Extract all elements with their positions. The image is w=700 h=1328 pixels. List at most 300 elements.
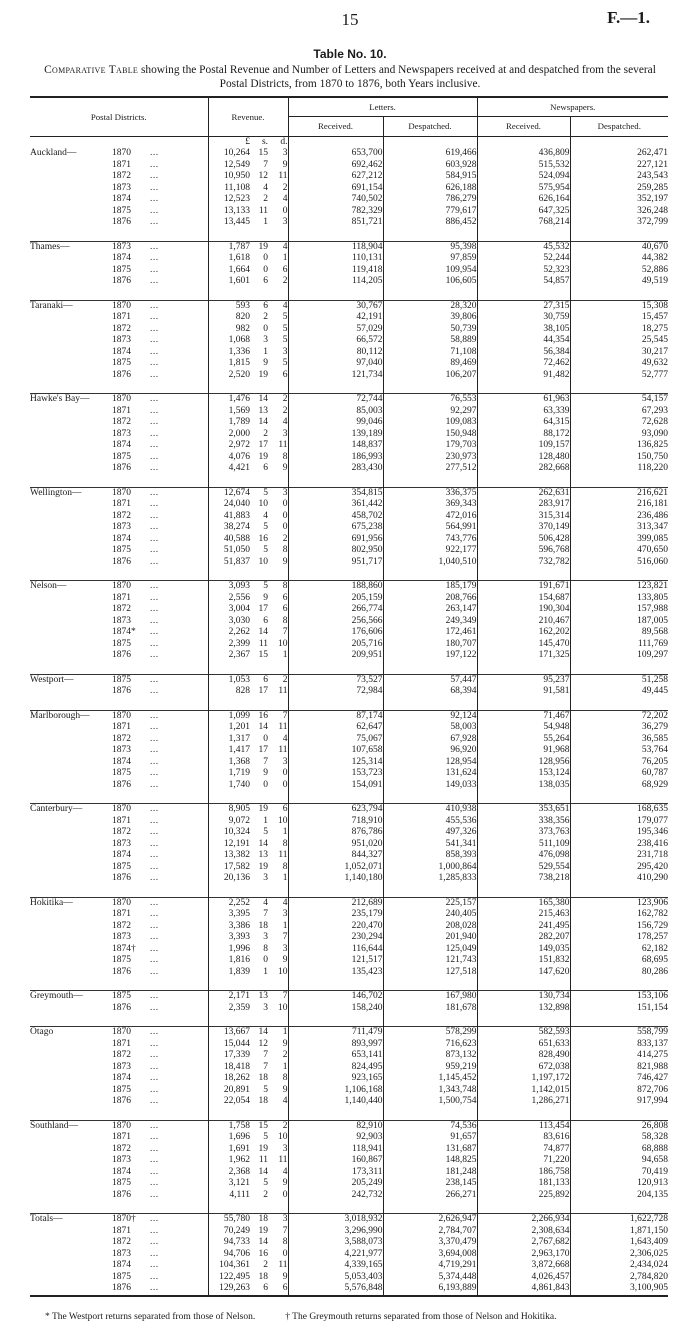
revenue-shillings: 5 <box>263 545 269 555</box>
row-leader-dots: ... <box>150 1002 159 1013</box>
newspapers-despatched-cell: 295,420 <box>570 862 668 874</box>
letters-received-cell: 57,029 <box>288 324 383 336</box>
letters-received-cell: 3,588,073 <box>288 1237 383 1249</box>
table-row <box>30 300 668 312</box>
letters-despatched-cell: 57,447 <box>383 674 477 686</box>
table-row <box>30 440 668 452</box>
district-name: Auckland— <box>30 148 77 158</box>
newspapers-received-cell: 91,581 <box>477 686 570 698</box>
row-leader-dots: ... <box>150 1155 159 1165</box>
revenue-shillings: 1 <box>263 966 269 977</box>
revenue-pounds: 1,815 <box>208 358 250 370</box>
year-cell: 1876 <box>112 369 131 380</box>
letters-received-cell: 107,658 <box>288 745 383 757</box>
revenue-pounds: 2,972 <box>208 440 250 452</box>
year-cell: 1875 <box>112 861 131 872</box>
revenue-pounds: 1,816 <box>208 955 250 967</box>
revenue-pounds: 129,263 <box>208 1283 250 1296</box>
table-row <box>30 217 668 229</box>
row-leader-dots: ... <box>150 804 208 816</box>
letters-despatched-cell: 131,687 <box>383 1144 477 1156</box>
revenue-pounds: 1,962 <box>208 1155 250 1167</box>
table-row <box>30 955 668 967</box>
year-cell: 1873 <box>112 615 131 626</box>
revenue-pence: 11 <box>278 171 288 181</box>
revenue-pence: 4 <box>282 1166 288 1177</box>
revenue-pence: 0 <box>282 510 288 521</box>
table-row <box>30 627 668 639</box>
newspapers-despatched-cell: 157,988 <box>570 604 668 616</box>
revenue-pounds: 38,274 <box>208 522 250 534</box>
letters-received-cell: 139,189 <box>288 429 383 441</box>
revenue-pounds: 70,249 <box>208 1226 250 1238</box>
unit-shilling: s. <box>261 136 269 147</box>
year-cell: 1871 <box>112 909 131 919</box>
letters-despatched-cell: 626,188 <box>383 183 477 195</box>
letters-despatched-cell: 150,948 <box>383 429 477 441</box>
row-leader-dots: ... <box>150 1143 159 1154</box>
letters-despatched-cell: 208,028 <box>383 921 477 933</box>
year-cell: 1870 <box>112 1120 150 1132</box>
newspapers-despatched-cell: 178,257 <box>570 932 668 944</box>
revenue-shillings: 4 <box>263 182 269 193</box>
newspapers-received-cell: 672,038 <box>477 1062 570 1074</box>
table-row <box>30 686 668 698</box>
year-cell: 1876 <box>112 966 131 977</box>
table-row <box>30 265 668 277</box>
newspapers-received-cell: 54,948 <box>477 722 570 734</box>
newspapers-despatched-cell: 227,121 <box>570 160 668 172</box>
row-spacer <box>30 978 668 991</box>
newspapers-despatched-cell: 123,906 <box>570 897 668 909</box>
revenue-pence: 3 <box>282 756 288 767</box>
revenue-shillings: 0 <box>263 955 269 965</box>
newspapers-despatched-cell: 40,670 <box>570 241 668 253</box>
newspapers-despatched-cell: 94,658 <box>570 1155 668 1167</box>
row-leader-dots: ... <box>150 779 159 790</box>
revenue-pence: 9 <box>282 1038 288 1049</box>
revenue-pence: 3 <box>282 909 288 919</box>
letters-received-cell: 42,191 <box>288 312 383 324</box>
row-leader-dots: ... <box>150 463 159 473</box>
revenue-pence: 8 <box>282 1237 288 1247</box>
revenue-shillings: 7 <box>263 159 269 170</box>
newspapers-despatched-cell: 3,100,905 <box>570 1283 668 1296</box>
newspapers-received-cell: 128,956 <box>477 757 570 769</box>
revenue-pence: 4 <box>282 733 288 744</box>
revenue-shillings: 6 <box>250 674 268 686</box>
newspapers-received-cell: 95,237 <box>477 674 570 686</box>
revenue-pence: 4 <box>268 241 288 253</box>
letters-despatched-cell: 4,719,291 <box>383 1260 477 1272</box>
revenue-shillings: 18 <box>258 1096 269 1106</box>
revenue-pence: 0 <box>282 205 288 216</box>
letters-received-cell: 893,997 <box>288 1039 383 1051</box>
table-row <box>30 1260 668 1272</box>
year-cell: 1871 <box>112 499 131 509</box>
revenue-shillings: 18 <box>258 1073 269 1083</box>
revenue-pounds: 3,093 <box>208 581 250 593</box>
newspapers-despatched-cell: 414,275 <box>570 1050 668 1062</box>
newspapers-despatched-cell: 243,543 <box>570 171 668 183</box>
year-cell: 1872 <box>112 1143 131 1154</box>
letters-received-cell: 146,702 <box>288 991 383 1003</box>
letters-received-cell: 802,950 <box>288 545 383 557</box>
newspapers-despatched-cell: 51,258 <box>570 674 668 686</box>
revenue-pence: 7 <box>282 932 288 942</box>
revenue-pounds: 4,076 <box>208 452 250 464</box>
newspapers-received-cell: 74,877 <box>477 1144 570 1156</box>
revenue-pence: 7 <box>282 627 288 637</box>
revenue-pounds: 8,905 <box>208 804 250 816</box>
revenue-shillings: 19 <box>258 369 269 380</box>
letters-received-cell: 121,517 <box>288 955 383 967</box>
letters-despatched-cell: 230,973 <box>383 452 477 464</box>
year-cell: 1873 <box>112 522 131 532</box>
revenue-pence: 9 <box>282 556 288 567</box>
row-leader-dots: ... <box>150 1237 159 1247</box>
revenue-pence: 10 <box>278 1132 288 1142</box>
year-cell: 1870 <box>112 581 150 593</box>
revenue-shillings: 14 <box>258 417 269 427</box>
table-row <box>30 757 668 769</box>
revenue-pounds: 12,523 <box>208 194 250 206</box>
year-cell: 1876 <box>112 276 131 286</box>
letters-received-cell: 3,018,932 <box>288 1214 383 1226</box>
newspapers-despatched-cell: 259,285 <box>570 183 668 195</box>
revenue-shillings: 0 <box>263 323 269 334</box>
letters-received-cell: 87,174 <box>288 710 383 722</box>
newspapers-received-cell: 4,861,843 <box>477 1283 570 1296</box>
year-cell: 1874 <box>112 850 131 860</box>
newspapers-despatched-cell: 120,913 <box>570 1178 668 1190</box>
letters-received-cell: 653,700 <box>288 148 383 160</box>
district-name: Totals— <box>30 1214 112 1226</box>
revenue-pounds: 12,191 <box>208 839 250 851</box>
newspapers-despatched-cell: 68,929 <box>570 780 668 792</box>
newspapers-despatched-cell: 833,137 <box>570 1039 668 1051</box>
table-row <box>30 710 668 722</box>
revenue-shillings: 4 <box>250 897 268 909</box>
table-row <box>30 745 668 757</box>
revenue-pounds: 12,674 <box>208 487 250 499</box>
revenue-pounds: 9,072 <box>208 816 250 828</box>
newspapers-despatched-cell: 118,220 <box>570 463 668 475</box>
revenue-pence: 4 <box>282 417 288 427</box>
table-row <box>30 148 668 160</box>
year-cell: 1872 <box>112 417 131 427</box>
letters-despatched-cell: 28,320 <box>383 300 477 312</box>
row-leader-dots: ... <box>150 253 159 263</box>
table-title: Table No. 10. <box>313 47 387 61</box>
row-leader-dots: ... <box>150 194 159 204</box>
revenue-pence: 8 <box>282 545 288 555</box>
revenue-pounds: 2,359 <box>208 1003 250 1015</box>
table-row <box>30 276 668 288</box>
revenue-pence: 2 <box>282 533 288 544</box>
table-row <box>30 639 668 651</box>
newspapers-received-cell: 63,339 <box>477 406 570 418</box>
table-row <box>30 534 668 546</box>
row-leader-dots: ... <box>150 1027 208 1039</box>
revenue-shillings: 17 <box>258 745 269 755</box>
revenue-pounds: 1,787 <box>208 241 250 253</box>
row-leader-dots: ... <box>150 1166 159 1177</box>
row-spacer <box>30 885 668 898</box>
row-leader-dots: ... <box>150 861 159 872</box>
newspapers-received-cell: 138,035 <box>477 780 570 792</box>
newspapers-despatched-cell: 53,764 <box>570 745 668 757</box>
year-cell: 1873 <box>112 1155 131 1165</box>
newspapers-received-cell: 27,315 <box>477 300 570 312</box>
newspapers-despatched-cell: 72,628 <box>570 417 668 429</box>
letters-received-cell: 186,993 <box>288 452 383 464</box>
newspapers-received-cell: 768,214 <box>477 217 570 229</box>
district-name: Canterbury— <box>30 804 112 816</box>
revenue-shillings: 9 <box>263 358 269 368</box>
newspapers-despatched-cell: 36,585 <box>570 734 668 746</box>
newspapers-despatched-cell: 156,729 <box>570 921 668 933</box>
district-name: Taranaki— <box>30 300 112 312</box>
year-cell: 1873 <box>112 838 131 849</box>
letters-despatched-cell: 96,920 <box>383 745 477 757</box>
letters-received-cell: 256,566 <box>288 616 383 628</box>
table-row <box>30 1214 668 1226</box>
newspapers-despatched-cell: 30,217 <box>570 347 668 359</box>
newspapers-despatched-cell: 80,286 <box>570 967 668 979</box>
letters-received-cell: 118,941 <box>288 1144 383 1156</box>
revenue-pounds: 1,719 <box>208 768 250 780</box>
year-cell: 1875 <box>112 638 131 649</box>
newspapers-despatched-cell: 76,205 <box>570 757 668 769</box>
revenue-pence: 1 <box>282 253 288 263</box>
newspapers-received-cell: 149,035 <box>477 944 570 956</box>
newspapers-received-cell: 215,463 <box>477 909 570 921</box>
newspapers-despatched-cell: 72,202 <box>570 710 668 722</box>
revenue-pounds: 1,691 <box>208 1144 250 1156</box>
newspapers-despatched-cell: 109,297 <box>570 650 668 662</box>
caption-lead: Comparative Table <box>44 64 139 76</box>
newspapers-despatched-cell: 26,808 <box>570 1120 668 1132</box>
revenue-pence: 4 <box>268 897 288 909</box>
row-leader-dots: ... <box>150 533 159 544</box>
revenue-pence: 2 <box>282 276 288 286</box>
year-cell: 1874 <box>112 533 131 544</box>
row-leader-dots: ... <box>150 1073 159 1083</box>
row-leader-dots: ... <box>150 300 208 312</box>
revenue-pence: 9 <box>282 463 288 473</box>
table-row <box>30 1027 668 1039</box>
revenue-pounds: 1,569 <box>208 406 250 418</box>
table-row <box>30 1003 668 1015</box>
table-row <box>30 1249 668 1261</box>
row-leader-dots: ... <box>150 241 208 253</box>
newspapers-received-cell: 511,109 <box>477 839 570 851</box>
revenue-pounds: 982 <box>208 324 250 336</box>
letters-despatched-cell: 779,617 <box>383 206 477 218</box>
revenue-shillings: 14 <box>258 627 269 637</box>
row-leader-dots: ... <box>150 522 159 532</box>
revenue-pounds: 1,696 <box>208 1132 250 1144</box>
revenue-pounds: 1,476 <box>208 394 250 406</box>
revenue-pounds: 2,252 <box>208 897 250 909</box>
revenue-pence: 1 <box>282 827 288 837</box>
table-row <box>30 944 668 956</box>
year-cell: 1874 <box>112 1166 131 1177</box>
revenue-pence: 10 <box>278 1002 288 1013</box>
district-name: Hawke's Bay— <box>30 394 112 406</box>
revenue-shillings: 6 <box>263 1283 269 1293</box>
newspapers-despatched-cell: 52,777 <box>570 370 668 382</box>
revenue-pounds: 15,044 <box>208 1039 250 1051</box>
letters-received-cell: 354,815 <box>288 487 383 499</box>
revenue-pence: 1 <box>268 1027 288 1039</box>
newspapers-despatched-cell: 326,248 <box>570 206 668 218</box>
revenue-pence: 7 <box>282 1225 288 1236</box>
table-row <box>30 816 668 828</box>
year-cell: 1874 <box>112 756 131 767</box>
newspapers-despatched-cell: 352,197 <box>570 194 668 206</box>
letters-despatched-cell: 185,179 <box>383 581 477 593</box>
revenue-pence: 9 <box>282 955 288 965</box>
newspapers-despatched-cell: 15,457 <box>570 312 668 324</box>
letters-despatched-cell: 67,928 <box>383 734 477 746</box>
row-leader-dots: ... <box>150 323 159 334</box>
row-leader-dots: ... <box>150 850 159 860</box>
revenue-pence: 2 <box>268 394 288 406</box>
table-row <box>30 593 668 605</box>
newspapers-despatched-cell: 49,445 <box>570 686 668 698</box>
revenue-pounds: 18,262 <box>208 1073 250 1085</box>
revenue-pence: 4 <box>282 1096 288 1106</box>
year-cell: 1871 <box>112 1038 131 1049</box>
revenue-shillings: 15 <box>250 1120 268 1132</box>
row-leader-dots: ... <box>150 510 159 521</box>
letters-despatched-cell: 922,177 <box>383 545 477 557</box>
year-cell: 1872 <box>112 171 131 181</box>
year-cell: 1872 <box>112 733 131 744</box>
revenue-pounds: 94,706 <box>208 1249 250 1261</box>
letters-received-cell: 188,860 <box>288 581 383 593</box>
row-leader-dots: ... <box>150 487 208 499</box>
revenue-shillings: 8 <box>263 943 269 954</box>
row-leader-dots: ... <box>150 171 159 181</box>
table-row <box>30 1050 668 1062</box>
letters-received-cell: 4,221,977 <box>288 1249 383 1261</box>
letters-despatched-cell: 873,132 <box>383 1050 477 1062</box>
letters-despatched-cell: 266,271 <box>383 1190 477 1202</box>
row-spacer <box>30 1108 668 1121</box>
table-row <box>30 616 668 628</box>
revenue-shillings: 7 <box>263 756 269 767</box>
row-leader-dots: ... <box>150 955 159 965</box>
newspapers-despatched-cell: 236,486 <box>570 511 668 523</box>
revenue-pence: 11 <box>278 722 288 732</box>
newspapers-despatched-cell: 15,308 <box>570 300 668 312</box>
revenue-pounds: 2,520 <box>208 370 250 382</box>
table-row <box>30 827 668 839</box>
table-row <box>30 780 668 792</box>
newspapers-received-cell: 44,354 <box>477 335 570 347</box>
letters-received-cell: 951,717 <box>288 557 383 569</box>
letters-despatched-cell: 109,083 <box>383 417 477 429</box>
letters-despatched-cell: 472,016 <box>383 511 477 523</box>
letters-despatched-cell: 180,707 <box>383 639 477 651</box>
row-leader-dots: ... <box>150 159 159 170</box>
row-spacer <box>30 791 668 804</box>
revenue-pence: 10 <box>278 638 288 649</box>
revenue-pence: 2 <box>282 1050 288 1060</box>
newspapers-received-cell: 130,734 <box>477 991 570 1003</box>
newspapers-despatched-cell: 872,706 <box>570 1085 668 1097</box>
table-row <box>30 1155 668 1167</box>
letters-received-cell: 691,154 <box>288 183 383 195</box>
newspapers-despatched-cell: 2,434,024 <box>570 1260 668 1272</box>
newspapers-despatched-cell: 216,621 <box>570 487 668 499</box>
year-cell: 1876 <box>112 779 131 790</box>
newspapers-received-cell: 186,758 <box>477 1167 570 1179</box>
revenue-pence: 11 <box>278 1260 288 1270</box>
row-leader-dots: ... <box>150 405 159 416</box>
revenue-shillings: 14 <box>258 838 269 849</box>
newspapers-despatched-cell: 54,157 <box>570 394 668 406</box>
revenue-pence: 8 <box>282 615 288 626</box>
table-row <box>30 734 668 746</box>
year-cell: 1875 <box>112 1271 131 1282</box>
revenue-pounds: 24,040 <box>208 499 250 511</box>
letters-received-cell: 119,418 <box>288 265 383 277</box>
revenue-shillings: 1 <box>263 346 269 357</box>
year-cell: 1875 <box>112 545 131 555</box>
letters-despatched-cell: 106,207 <box>383 370 477 382</box>
year-cell: 1876 <box>112 1189 131 1200</box>
revenue-shillings: 2 <box>263 1189 269 1200</box>
letters-despatched-cell: 541,341 <box>383 839 477 851</box>
year-cell: 1875 <box>112 1084 131 1095</box>
letters-received-cell: 173,311 <box>288 1167 383 1179</box>
table-row <box>30 991 668 1003</box>
row-leader-dots: ... <box>150 650 159 660</box>
year-cell: 1872 <box>112 510 131 521</box>
revenue-pounds: 820 <box>208 312 250 324</box>
letters-despatched-cell: 181,678 <box>383 1003 477 1015</box>
newspapers-received-cell: 2,767,682 <box>477 1237 570 1249</box>
year-cell: 1875 <box>112 674 150 686</box>
revenue-pounds: 1,417 <box>208 745 250 757</box>
table-row <box>30 897 668 909</box>
row-leader-dots: ... <box>150 428 159 439</box>
letters-received-cell: 73,527 <box>288 674 383 686</box>
year-cell: 1875 <box>112 1178 131 1188</box>
letters-despatched-cell: 95,398 <box>383 241 477 253</box>
row-leader-dots: ... <box>150 417 159 427</box>
newspapers-despatched-cell: 1,643,409 <box>570 1237 668 1249</box>
revenue-shillings: 5 <box>263 522 269 532</box>
newspapers-despatched-cell: 204,135 <box>570 1190 668 1202</box>
revenue-pence: 4 <box>282 194 288 204</box>
letters-received-cell: 3,296,990 <box>288 1226 383 1238</box>
table-row <box>30 921 668 933</box>
newspapers-despatched-cell: 179,077 <box>570 816 668 828</box>
letters-received-cell: 923,165 <box>288 1073 383 1085</box>
row-leader-dots: ... <box>150 615 159 626</box>
letters-received-cell: 125,314 <box>288 757 383 769</box>
revenue-pounds: 11,108 <box>208 183 250 195</box>
revenue-pounds: 1,368 <box>208 757 250 769</box>
revenue-pence: 6 <box>282 1283 288 1293</box>
revenue-shillings: 11 <box>258 205 269 216</box>
district-name: Marlborough— <box>30 710 112 722</box>
